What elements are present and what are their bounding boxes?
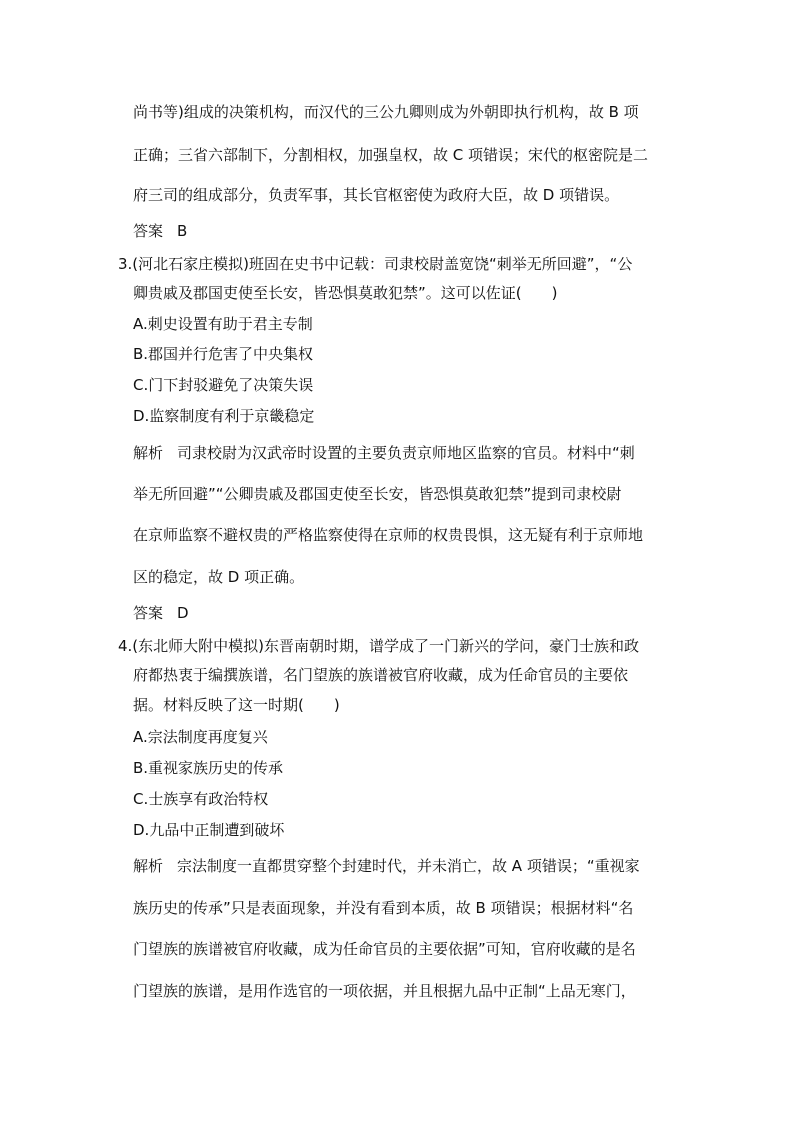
question-3-stem: 3.(河北石家庄模拟)班固在史书中记载：司隶校尉盖宽饶“刺举无所回避”，“公 <box>118 255 633 273</box>
analysis-line <box>133 856 640 876</box>
analysis-text: 宗法制度一直都贯穿整个封建时代，并未消亡，故 A 项错误；“重视家 <box>177 857 640 875</box>
analysis-line: 在京师监察不避权贵的严格监察使得在京师的权贵畏惧，这无疑有利于京师地 <box>133 526 644 544</box>
option-a: A.刺史设置有助于君主专制 <box>133 315 313 333</box>
question-3-stem: 卿贵戚及郡国吏使至长安，皆恐惧莫敢犯禁”。这可以佐证( ) <box>133 284 558 302</box>
analysis-line: 族历史的传承”只是表面现象，并没有看到本质，故 B 项错误；根据材料“名 <box>133 899 634 917</box>
question-4-stem: 据。材料反映了这一时期( ) <box>133 696 340 714</box>
analysis-line: 举无所回避”“公卿贵戚及郡国吏使至长安，皆恐惧莫敢犯禁”提到司隶校尉 <box>133 485 622 503</box>
analysis-line <box>133 443 635 463</box>
option-d: D.九品中正制遭到破坏 <box>133 821 285 839</box>
option-d: D.监察制度有利于京畿稳定 <box>133 407 315 425</box>
answer-line <box>133 603 189 623</box>
analysis-text: 司隶校尉为汉武帝时设置的主要负责京师地区监察的官员。材料中“刺 <box>177 444 635 462</box>
analysis-line: 门望族的族谱被官府收藏，成为任命官员的主要依据”可知，官府收藏的是名 <box>133 940 636 958</box>
answer-label: 答案 <box>133 604 164 622</box>
analysis-line: 区的稳定，故 D 项正确。 <box>133 568 305 586</box>
analysis-label: 解析 <box>133 444 164 462</box>
analysis-label: 解析 <box>133 857 164 875</box>
question-4-stem: 府都热衷于编撰族谱，名门望族的族谱被官府收藏，成为任命官员的主要依 <box>133 666 629 684</box>
option-b: B.重视家族历史的传承 <box>133 759 284 777</box>
answer-value: D <box>177 604 189 622</box>
option-c: C.门下封驳避免了决策失误 <box>133 376 314 394</box>
analysis-line: 门望族的族谱，是用作选官的一项依据，并且根据九品中正制“上品无寒门， <box>133 982 636 1000</box>
option-c: C.士族享有政治特权 <box>133 790 269 808</box>
option-b: B.郡国并行危害了中央集权 <box>133 345 314 363</box>
question-4-stem: 4.(东北师大附中模拟)东晋南朝时期，谱学成了一门新兴的学问，豪门士族和政 <box>118 637 640 655</box>
answer-label: 答案 <box>133 222 164 240</box>
answer-line <box>133 221 187 241</box>
analysis-line: 正确；三省六部制下，分割相权，加强皇权，故 C 项错误；宋代的枢密院是二 <box>133 146 649 164</box>
analysis-line: 尚书等)组成的决策机构，而汉代的三公九卿则成为外朝即执行机构，故 B 项 <box>133 103 639 121</box>
option-a: A.宗法制度再度复兴 <box>133 728 268 746</box>
analysis-line: 府三司的组成部分，负责军事，其长官枢密使为政府大臣，故 D 项错误。 <box>133 186 620 204</box>
answer-value: B <box>177 222 188 240</box>
